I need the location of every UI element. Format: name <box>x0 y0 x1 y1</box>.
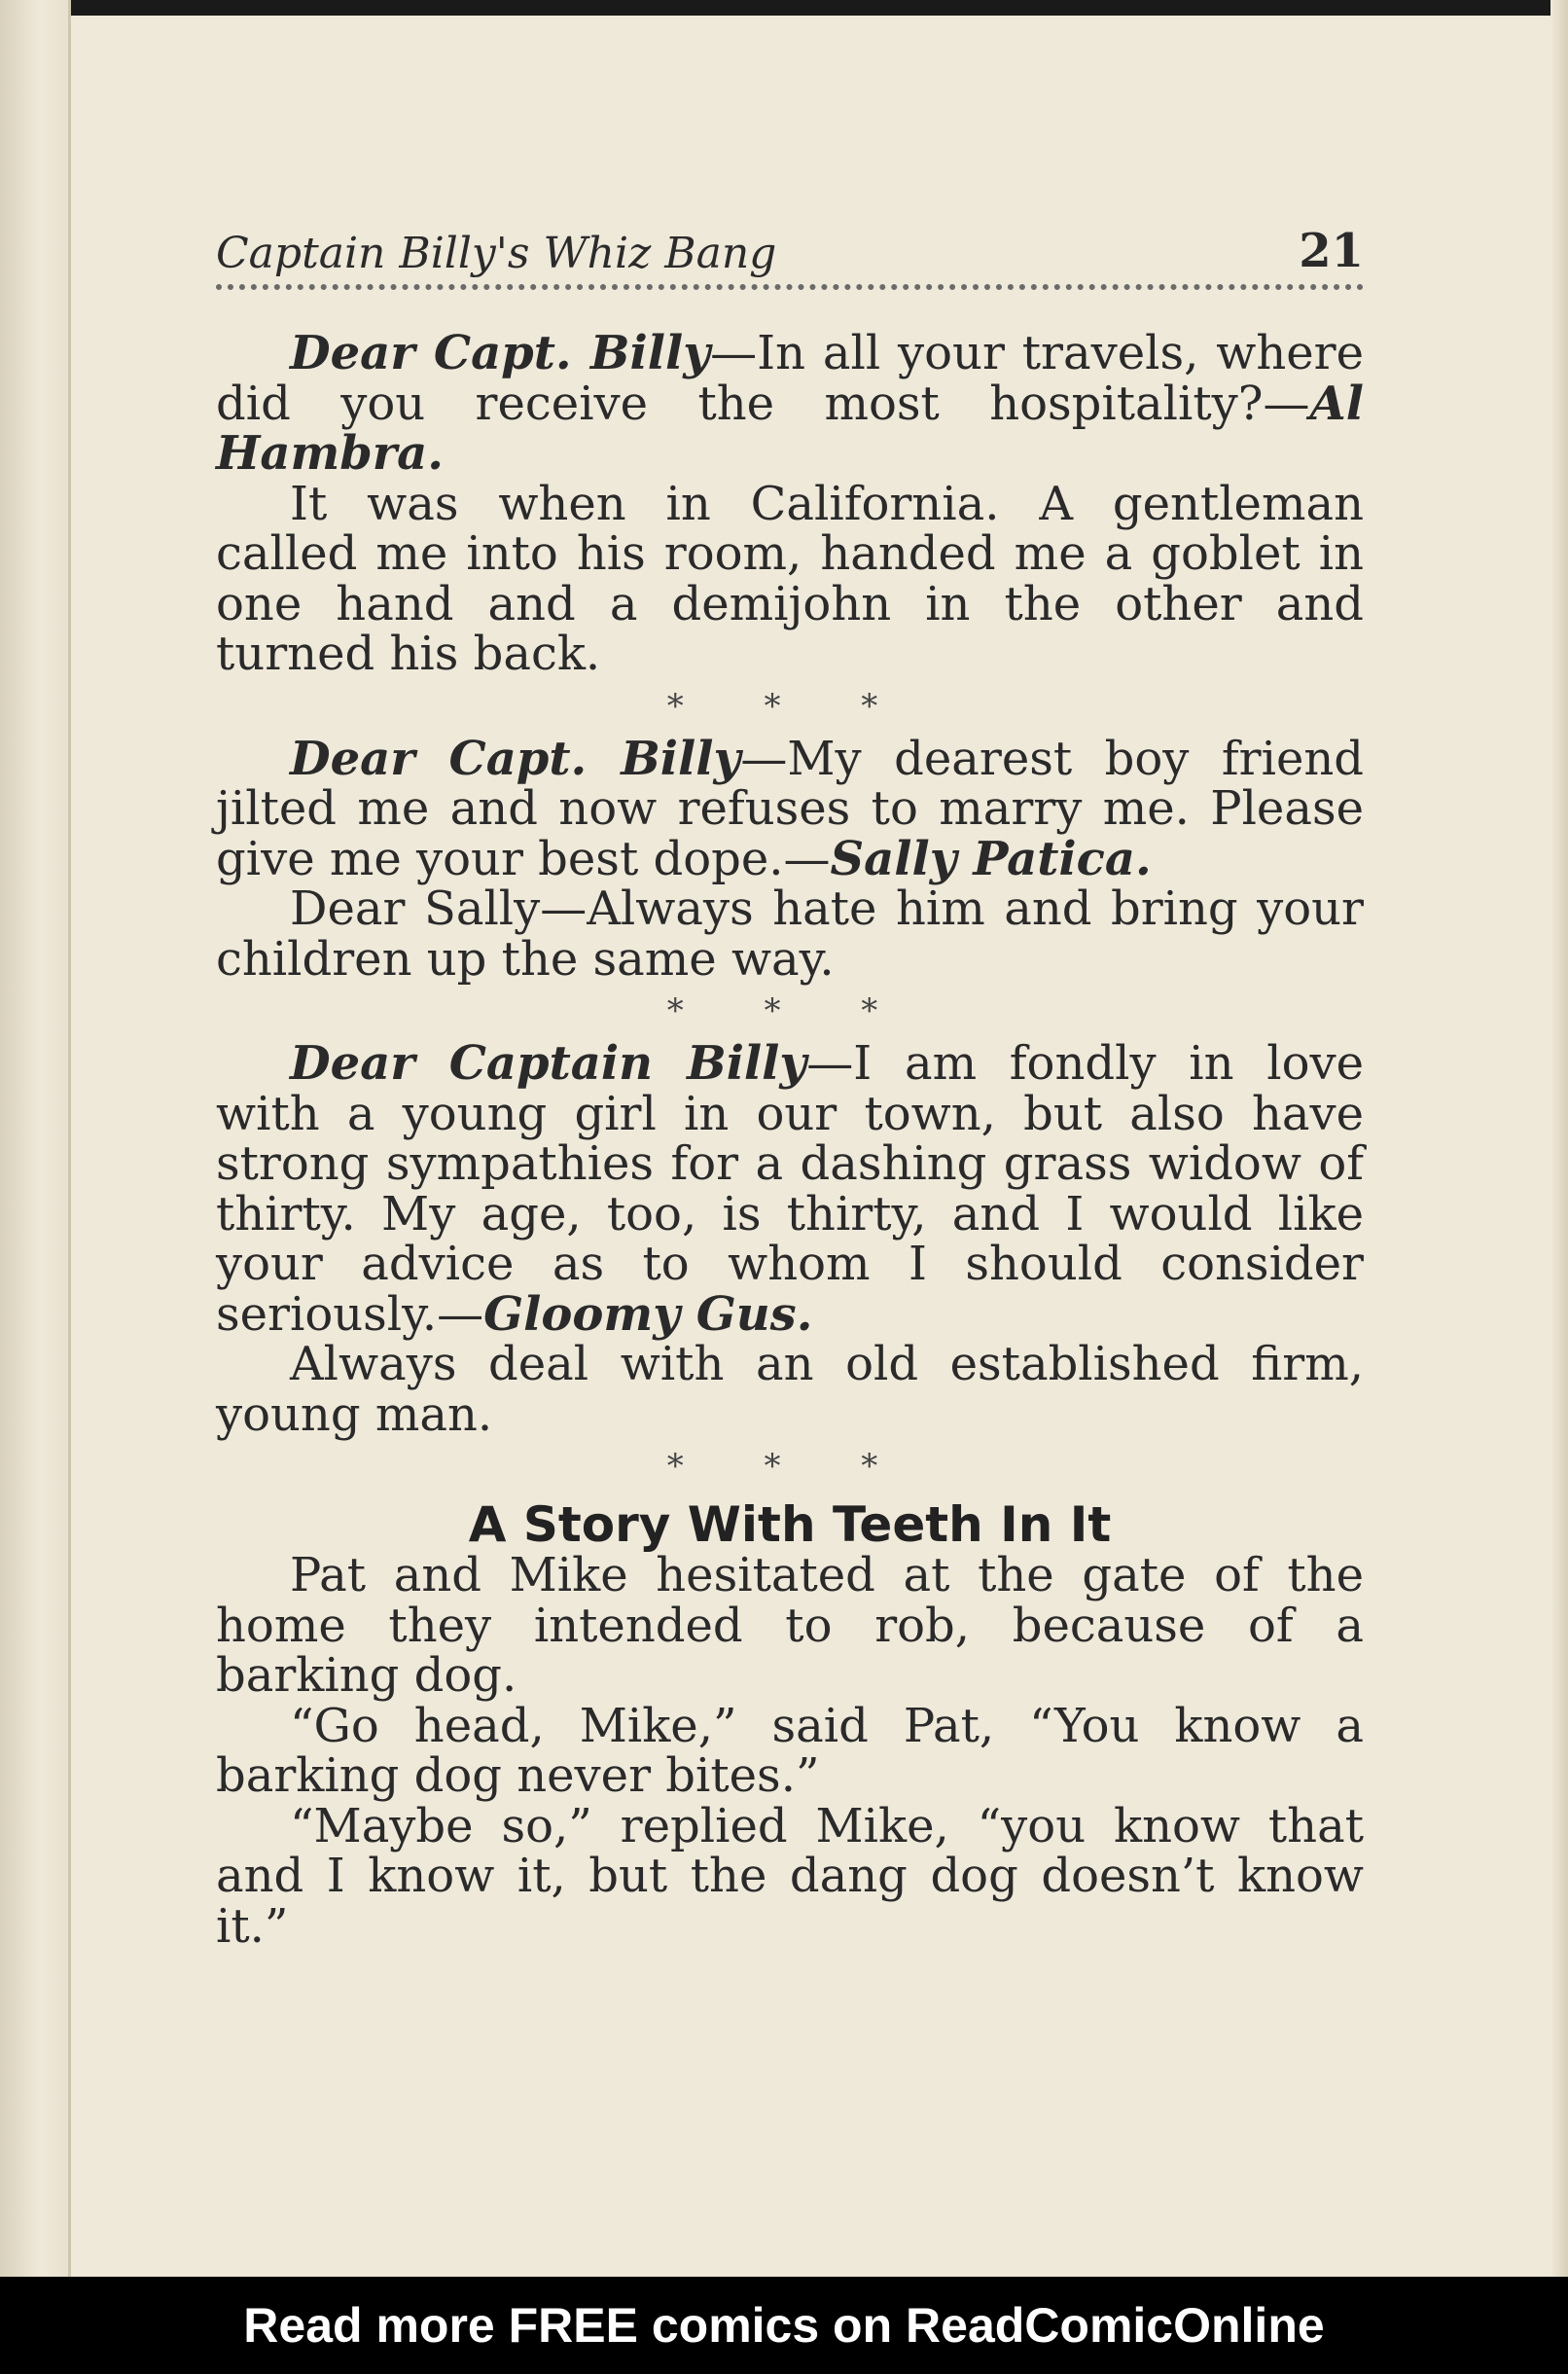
letter-question-text: —My dearest boy friend jilted me and now refuses to marry me. Please give me your best dope.— <box>216 731 1365 886</box>
letter-salutation: Dear Capt. Billy <box>290 731 741 786</box>
letter-salutation: Dear Captain Billy <box>290 1036 807 1091</box>
story-paragraph: “Maybe so,” replied Mike, “you know that and I know it, but the dang dog doesn’t know it.” <box>216 1798 1364 1954</box>
page-right-edge <box>1550 0 1568 2277</box>
story-heading: A Story With Teeth In It <box>468 1496 1112 1553</box>
section-separator: * * * <box>666 991 913 1030</box>
letter-question-text: —In all your travels, where did you receive the most hospitality?— <box>216 326 1365 431</box>
story-paragraph: Pat and Mike hesitated at the gate of the home they intended to rob, because of a barking dog. <box>216 1548 1364 1703</box>
footer-banner-text[interactable]: Read more FREE comics on ReadComicOnline <box>243 2298 1325 2353</box>
letter-signature: Al Hambra. <box>216 376 1364 481</box>
letter-answer: Always deal with an old established firm, young man. <box>216 1337 1364 1442</box>
section-separator: * * * <box>666 686 913 726</box>
letter-salutation: Dear Capt. Billy <box>290 326 711 380</box>
page-top-edge <box>68 0 1568 16</box>
book-spine <box>0 0 71 2277</box>
letter-question <box>216 326 1365 481</box>
letter-answer: It was when in California. A gentleman called me into his room, handed me a goblet in one hand and a demijohn in the other and turned his back. <box>216 476 1364 681</box>
letter-question-text: —I am fondly in love with a young girl in our town, but also have strong sympathies for a dashing grass widow of thirty. My age, too, is thirty, and I would like your advice as to whom I should consider seriously.— <box>216 1036 1364 1342</box>
page-number: 21 <box>1299 224 1364 278</box>
section-separator: * * * <box>666 1447 913 1486</box>
footer-banner[interactable] <box>0 2277 1568 2374</box>
letter-signature: Gloomy Gus. <box>483 1286 813 1342</box>
article-body <box>216 326 1365 1954</box>
letter-signature: Sally Patica. <box>830 831 1152 886</box>
running-head <box>216 224 1364 290</box>
page-content <box>216 224 1364 1952</box>
letter-question <box>216 1036 1364 1342</box>
letter-question <box>216 731 1365 886</box>
letter-answer: Dear Sally—Always hate him and bring your children up the same way. <box>216 881 1364 987</box>
publication-title: Captain Billy's Whiz Bang <box>216 229 777 278</box>
story-paragraph: “Go head, Mike,” said Pat, “You know a barking dog never bites.” <box>216 1698 1364 1803</box>
